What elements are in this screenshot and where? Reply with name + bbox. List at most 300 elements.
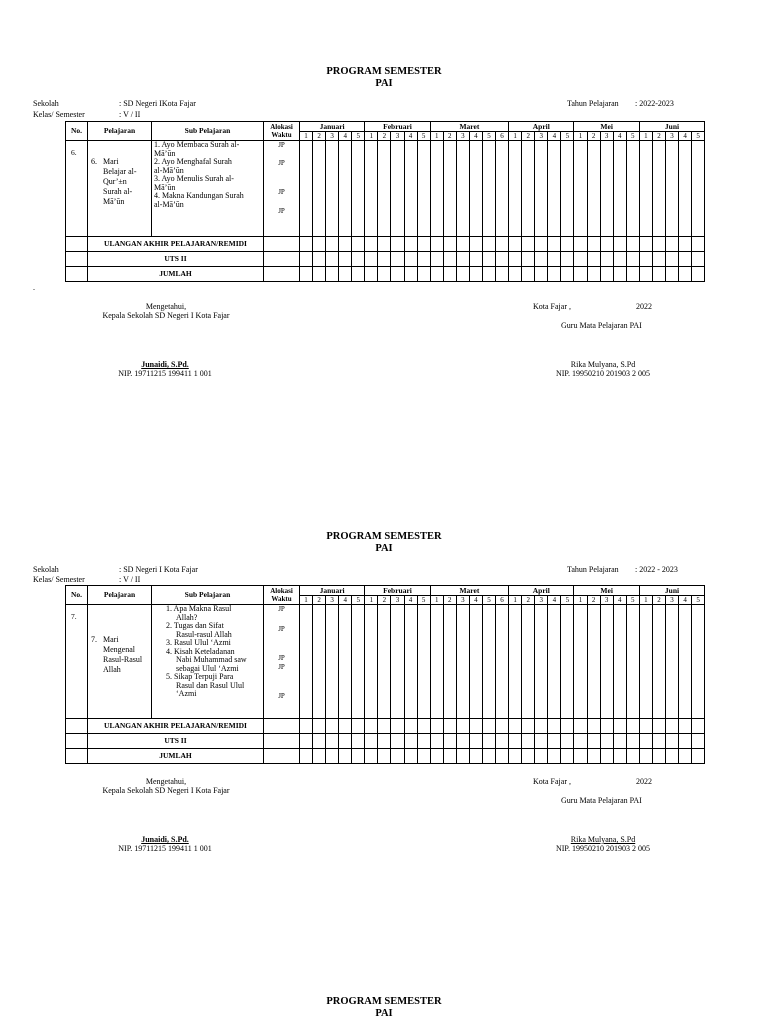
week-cell bbox=[326, 237, 339, 252]
week-cell bbox=[417, 605, 430, 719]
week-cell bbox=[496, 141, 509, 237]
week-cell bbox=[522, 267, 535, 282]
week-cell bbox=[469, 267, 482, 282]
sub-item: al-Mā’ūn bbox=[154, 199, 184, 209]
sekolah-row bbox=[33, 565, 198, 574]
sub-item: 2. Tugas dan Sifat bbox=[166, 621, 224, 630]
week-cell bbox=[522, 719, 535, 734]
title-subject: PAI bbox=[375, 1008, 393, 1019]
week-cell bbox=[561, 252, 574, 267]
week-cell bbox=[639, 719, 652, 734]
week-cell bbox=[652, 267, 665, 282]
header-no: No. bbox=[66, 586, 88, 605]
week-cell bbox=[692, 719, 705, 734]
week-cell bbox=[639, 267, 652, 282]
page-title-2 bbox=[0, 531, 768, 555]
kepala-sekolah-text: Kepala Sekolah SD Negeri I Kota Fajar bbox=[102, 786, 230, 795]
week-cell bbox=[313, 749, 326, 764]
week-cell bbox=[626, 734, 639, 749]
week-cell bbox=[613, 734, 626, 749]
sub-item: 1. Apa Makna Rasul bbox=[166, 604, 232, 613]
week-cell bbox=[482, 749, 495, 764]
week-number: 6 bbox=[496, 596, 509, 605]
week-cell bbox=[561, 141, 574, 237]
week-cell bbox=[404, 252, 417, 267]
week-cell bbox=[535, 252, 548, 267]
week-number: 3 bbox=[600, 132, 613, 141]
pelajaran-line: Qur’±n bbox=[103, 177, 127, 186]
week-cell bbox=[391, 237, 404, 252]
week-cell bbox=[430, 734, 443, 749]
sekolah-value: : SD Negeri IKota Fajar bbox=[119, 99, 196, 108]
week-number: 2 bbox=[443, 132, 456, 141]
sub-item: 5. Sikap Terpuji Para bbox=[166, 672, 234, 681]
week-number: 5 bbox=[561, 132, 574, 141]
jp-label: JP bbox=[278, 141, 285, 149]
tahun-value: : 2022-2023 bbox=[635, 99, 674, 108]
week-cell bbox=[326, 252, 339, 267]
week-cell bbox=[352, 734, 365, 749]
sub-item: 1. Ayo Membaca Surah al- bbox=[154, 140, 240, 149]
kepala-nip: NIP. 19711215 199411 1 001 bbox=[118, 369, 212, 378]
week-number: 5 bbox=[561, 596, 574, 605]
week-cell bbox=[352, 719, 365, 734]
week-cell bbox=[509, 237, 522, 252]
week-number: 1 bbox=[509, 132, 522, 141]
pelajaran-cell bbox=[88, 141, 152, 237]
week-number: 2 bbox=[313, 596, 326, 605]
week-cell bbox=[300, 237, 313, 252]
sub-item: Nabi Muhammad saw bbox=[176, 655, 247, 664]
week-cell bbox=[665, 267, 678, 282]
kelas-label: Kelas/ Semester bbox=[33, 575, 85, 584]
week-cell bbox=[326, 141, 339, 237]
week-cell bbox=[326, 749, 339, 764]
week-cell bbox=[352, 141, 365, 237]
alokasi-cell bbox=[264, 141, 300, 237]
week-cell bbox=[587, 141, 600, 237]
week-cell bbox=[574, 237, 587, 252]
week-number: 1 bbox=[574, 596, 587, 605]
week-cell bbox=[300, 267, 313, 282]
week-cell bbox=[535, 749, 548, 764]
pelajaran-number: 6. bbox=[91, 157, 97, 166]
week-cell bbox=[313, 719, 326, 734]
guru-nip: NIP. 19950210 201903 2 005 bbox=[555, 369, 650, 378]
week-cell bbox=[561, 749, 574, 764]
week-cell bbox=[391, 749, 404, 764]
week-cell bbox=[482, 252, 495, 267]
week-number: 2 bbox=[378, 596, 391, 605]
week-cell bbox=[561, 605, 574, 719]
week-cell bbox=[613, 719, 626, 734]
week-number: 1 bbox=[639, 596, 652, 605]
jp-label: JP bbox=[278, 663, 285, 671]
week-cell bbox=[313, 237, 326, 252]
week-cell bbox=[456, 252, 469, 267]
week-cell bbox=[600, 605, 613, 719]
header-no: No. bbox=[66, 122, 88, 141]
summary-jumlah: JUMLAH bbox=[88, 267, 264, 282]
week-cell bbox=[339, 719, 352, 734]
week-cell bbox=[404, 141, 417, 237]
week-cell bbox=[417, 267, 430, 282]
header-alokasi-line1: Alokasi bbox=[270, 123, 293, 131]
sub-item: 3. Rasul Ulul ‘Azmi bbox=[166, 638, 231, 647]
guru-name: Rika Mulyana, S.Pd bbox=[570, 835, 636, 844]
week-cell bbox=[665, 252, 678, 267]
week-number: 2 bbox=[652, 596, 665, 605]
week-number: 3 bbox=[326, 132, 339, 141]
week-cell bbox=[692, 749, 705, 764]
week-cell bbox=[561, 237, 574, 252]
week-cell bbox=[626, 237, 639, 252]
week-number: 5 bbox=[417, 132, 430, 141]
week-cell bbox=[679, 252, 692, 267]
week-cell bbox=[626, 719, 639, 734]
week-cell bbox=[404, 749, 417, 764]
week-cell bbox=[430, 605, 443, 719]
week-cell bbox=[535, 267, 548, 282]
week-cell bbox=[600, 237, 613, 252]
week-cell bbox=[339, 141, 352, 237]
header-pelajaran: Pelajaran bbox=[88, 586, 152, 605]
week-number: 1 bbox=[430, 596, 443, 605]
sub-item: sebagai Ulul ‘Azmi bbox=[176, 663, 239, 673]
tahun-label: Tahun Pelajaran bbox=[567, 99, 619, 108]
week-cell bbox=[496, 267, 509, 282]
week-cell bbox=[509, 252, 522, 267]
sub-item: 4. Kisah Keteladanan bbox=[166, 646, 235, 656]
summary-uts: UTS II bbox=[88, 734, 264, 749]
week-cell bbox=[365, 267, 378, 282]
week-number: 4 bbox=[548, 596, 561, 605]
week-cell bbox=[639, 237, 652, 252]
kelas-row bbox=[33, 110, 140, 119]
title-line: PROGRAM SEMESTER bbox=[326, 66, 442, 77]
week-number: 4 bbox=[469, 132, 482, 141]
week-number: 5 bbox=[692, 596, 705, 605]
week-cell bbox=[378, 749, 391, 764]
row-number: 7. bbox=[66, 605, 88, 719]
week-number: 3 bbox=[535, 132, 548, 141]
week-cell bbox=[535, 237, 548, 252]
week-cell bbox=[469, 141, 482, 237]
week-cell bbox=[665, 719, 678, 734]
sub-pelajaran-cell bbox=[152, 141, 264, 237]
week-cell bbox=[679, 734, 692, 749]
kepala-signature-1 bbox=[100, 360, 230, 378]
week-cell bbox=[509, 749, 522, 764]
week-cell bbox=[535, 734, 548, 749]
week-cell bbox=[679, 267, 692, 282]
week-cell bbox=[352, 605, 365, 719]
pelajaran-cell bbox=[88, 605, 152, 719]
tahun-label: Tahun Pelajaran bbox=[567, 565, 619, 574]
week-cell bbox=[561, 719, 574, 734]
week-cell bbox=[417, 252, 430, 267]
week-cell bbox=[522, 252, 535, 267]
sub-item: Mā’ūn bbox=[154, 148, 176, 158]
week-cell bbox=[352, 252, 365, 267]
week-cell bbox=[626, 252, 639, 267]
week-cell bbox=[378, 605, 391, 719]
week-cell bbox=[313, 605, 326, 719]
sub-item: ‘Azmi bbox=[176, 689, 197, 698]
week-number: 3 bbox=[326, 596, 339, 605]
sekolah-value: : SD Negeri I Kota Fajar bbox=[119, 565, 198, 574]
week-number: 2 bbox=[522, 132, 535, 141]
week-cell bbox=[679, 141, 692, 237]
week-cell bbox=[587, 252, 600, 267]
week-cell bbox=[482, 734, 495, 749]
week-cell bbox=[574, 719, 587, 734]
week-cell bbox=[561, 734, 574, 749]
tahun-text: 2022 bbox=[636, 302, 652, 311]
week-cell bbox=[313, 734, 326, 749]
program-table-2 bbox=[65, 585, 705, 764]
week-cell bbox=[639, 605, 652, 719]
week-cell bbox=[574, 267, 587, 282]
week-cell bbox=[496, 605, 509, 719]
week-cell bbox=[430, 141, 443, 237]
title-subject: PAI bbox=[375, 543, 393, 554]
week-cell bbox=[352, 267, 365, 282]
month-header: Januari bbox=[300, 586, 365, 596]
week-cell bbox=[313, 252, 326, 267]
week-cell bbox=[430, 719, 443, 734]
week-number: 5 bbox=[482, 132, 495, 141]
week-cell bbox=[443, 267, 456, 282]
week-cell bbox=[692, 267, 705, 282]
guru-name: Rika Mulyana, S.Pd bbox=[570, 360, 636, 369]
header-alokasi-line1: Alokasi bbox=[270, 587, 293, 595]
jp-label: JP bbox=[278, 692, 285, 700]
week-number: 5 bbox=[626, 132, 639, 141]
week-cell bbox=[626, 605, 639, 719]
jp-label: JP bbox=[278, 625, 285, 633]
week-cell bbox=[665, 141, 678, 237]
sekolah-label: Sekolah bbox=[33, 565, 59, 574]
week-cell bbox=[548, 749, 561, 764]
month-header: Mei bbox=[574, 122, 639, 132]
week-cell bbox=[613, 267, 626, 282]
week-cell bbox=[443, 605, 456, 719]
week-number: 5 bbox=[352, 132, 365, 141]
week-cell bbox=[652, 734, 665, 749]
mengetahui-block-1 bbox=[100, 302, 232, 320]
week-number: 2 bbox=[522, 596, 535, 605]
sub-item: 3. Ayo Menulis Surah al- bbox=[154, 174, 234, 183]
week-cell bbox=[613, 605, 626, 719]
week-cell bbox=[326, 267, 339, 282]
week-cell bbox=[456, 749, 469, 764]
week-number: 2 bbox=[652, 132, 665, 141]
week-cell bbox=[482, 267, 495, 282]
week-cell bbox=[496, 719, 509, 734]
week-cell bbox=[469, 734, 482, 749]
week-cell bbox=[430, 252, 443, 267]
week-cell bbox=[679, 237, 692, 252]
week-cell bbox=[417, 734, 430, 749]
week-cell bbox=[443, 719, 456, 734]
week-cell bbox=[692, 734, 705, 749]
week-cell bbox=[652, 141, 665, 237]
pelajaran-line: Mari bbox=[103, 157, 119, 166]
pelajaran-line: Mari bbox=[103, 635, 119, 644]
week-cell bbox=[430, 749, 443, 764]
week-cell bbox=[300, 252, 313, 267]
header-alokasi bbox=[264, 122, 300, 141]
header-alokasi-line2: Waktu bbox=[271, 131, 292, 139]
kelas-label: Kelas/ Semester bbox=[33, 110, 85, 119]
week-cell bbox=[600, 141, 613, 237]
week-cell bbox=[300, 734, 313, 749]
week-cell bbox=[391, 267, 404, 282]
week-cell bbox=[456, 237, 469, 252]
week-cell bbox=[692, 141, 705, 237]
week-cell bbox=[339, 734, 352, 749]
week-cell bbox=[417, 719, 430, 734]
week-cell bbox=[600, 749, 613, 764]
guru-text: Guru Mata Pelajaran PAI bbox=[561, 796, 642, 805]
kelas-row bbox=[33, 575, 140, 584]
week-cell bbox=[535, 605, 548, 719]
week-cell bbox=[639, 734, 652, 749]
week-cell bbox=[469, 719, 482, 734]
week-cell bbox=[378, 141, 391, 237]
week-cell bbox=[352, 749, 365, 764]
week-cell bbox=[469, 605, 482, 719]
week-cell bbox=[391, 252, 404, 267]
month-header: Maret bbox=[430, 122, 508, 132]
week-cell bbox=[522, 237, 535, 252]
kepala-nip: NIP. 19711215 199411 1 001 bbox=[118, 844, 212, 853]
week-cell bbox=[456, 267, 469, 282]
week-cell bbox=[443, 734, 456, 749]
week-cell bbox=[613, 252, 626, 267]
month-header: Mei bbox=[574, 586, 639, 596]
jp-label: JP bbox=[278, 188, 285, 196]
week-cell bbox=[639, 749, 652, 764]
month-header: Februari bbox=[365, 586, 430, 596]
pelajaran-line: Mā’ūn bbox=[103, 197, 125, 206]
week-cell bbox=[339, 267, 352, 282]
jp-label: JP bbox=[278, 654, 285, 662]
week-cell bbox=[339, 237, 352, 252]
week-cell bbox=[692, 237, 705, 252]
week-cell bbox=[600, 267, 613, 282]
week-cell bbox=[587, 734, 600, 749]
week-number: 1 bbox=[365, 132, 378, 141]
week-cell bbox=[652, 252, 665, 267]
week-cell bbox=[692, 252, 705, 267]
week-number: 2 bbox=[587, 596, 600, 605]
sekolah-row bbox=[33, 99, 196, 108]
week-cell bbox=[365, 605, 378, 719]
week-cell bbox=[404, 719, 417, 734]
week-number: 5 bbox=[482, 596, 495, 605]
week-number: 5 bbox=[692, 132, 705, 141]
jp-label: JP bbox=[278, 605, 285, 613]
week-cell bbox=[365, 749, 378, 764]
pelajaran-number: 7. bbox=[91, 635, 97, 644]
jp-label: JP bbox=[278, 207, 285, 215]
week-cell bbox=[548, 719, 561, 734]
kepala-name: Junaidi, S.Pd. bbox=[141, 835, 189, 844]
week-cell bbox=[626, 141, 639, 237]
week-cell bbox=[496, 237, 509, 252]
week-number: 5 bbox=[417, 596, 430, 605]
week-cell bbox=[456, 141, 469, 237]
week-cell bbox=[652, 605, 665, 719]
title-subject: PAI bbox=[375, 78, 393, 89]
week-cell bbox=[365, 237, 378, 252]
guru-text: Guru Mata Pelajaran PAI bbox=[561, 321, 642, 330]
pelajaran-line: Rasul-Rasul bbox=[103, 655, 143, 664]
tahun-row bbox=[567, 565, 678, 574]
summary-ulangan: ULANGAN AKHIR PELAJARAN/REMIDI bbox=[88, 719, 264, 734]
kelas-value: : V / II bbox=[119, 575, 141, 584]
week-cell bbox=[522, 141, 535, 237]
week-cell bbox=[652, 237, 665, 252]
week-cell bbox=[522, 734, 535, 749]
week-cell bbox=[692, 605, 705, 719]
stray-dot: . bbox=[33, 283, 35, 292]
week-cell bbox=[456, 719, 469, 734]
month-header: Januari bbox=[300, 122, 365, 132]
week-cell bbox=[365, 252, 378, 267]
pelajaran-line: Mengenal bbox=[103, 645, 135, 654]
week-number: 4 bbox=[613, 132, 626, 141]
week-number: 3 bbox=[665, 132, 678, 141]
week-cell bbox=[339, 252, 352, 267]
week-cell bbox=[391, 719, 404, 734]
week-number: 1 bbox=[300, 132, 313, 141]
week-cell bbox=[509, 141, 522, 237]
sub-item: Allah? bbox=[176, 612, 198, 622]
week-cell bbox=[430, 267, 443, 282]
week-cell bbox=[404, 734, 417, 749]
week-cell bbox=[561, 267, 574, 282]
week-cell bbox=[600, 252, 613, 267]
week-cell bbox=[300, 719, 313, 734]
month-header: April bbox=[509, 586, 574, 596]
week-cell bbox=[469, 749, 482, 764]
week-cell bbox=[469, 237, 482, 252]
week-cell bbox=[300, 605, 313, 719]
header-sub-pelajaran: Sub Pelajaran bbox=[152, 586, 264, 605]
week-cell bbox=[430, 237, 443, 252]
week-cell bbox=[574, 252, 587, 267]
week-cell bbox=[665, 237, 678, 252]
week-cell bbox=[326, 719, 339, 734]
header-alokasi bbox=[264, 586, 300, 605]
week-cell bbox=[496, 734, 509, 749]
week-cell bbox=[522, 605, 535, 719]
jp-label: JP bbox=[278, 159, 285, 167]
header-sub-pelajaran: Sub Pelajaran bbox=[152, 122, 264, 141]
month-header: Juni bbox=[639, 586, 704, 596]
month-header: Maret bbox=[430, 586, 508, 596]
pelajaran-line: Surah al- bbox=[103, 187, 133, 196]
week-cell bbox=[509, 267, 522, 282]
week-cell bbox=[352, 237, 365, 252]
summary-uts: UTS II bbox=[88, 252, 264, 267]
kelas-value: : V / II bbox=[119, 110, 141, 119]
week-cell bbox=[482, 605, 495, 719]
week-cell bbox=[522, 749, 535, 764]
